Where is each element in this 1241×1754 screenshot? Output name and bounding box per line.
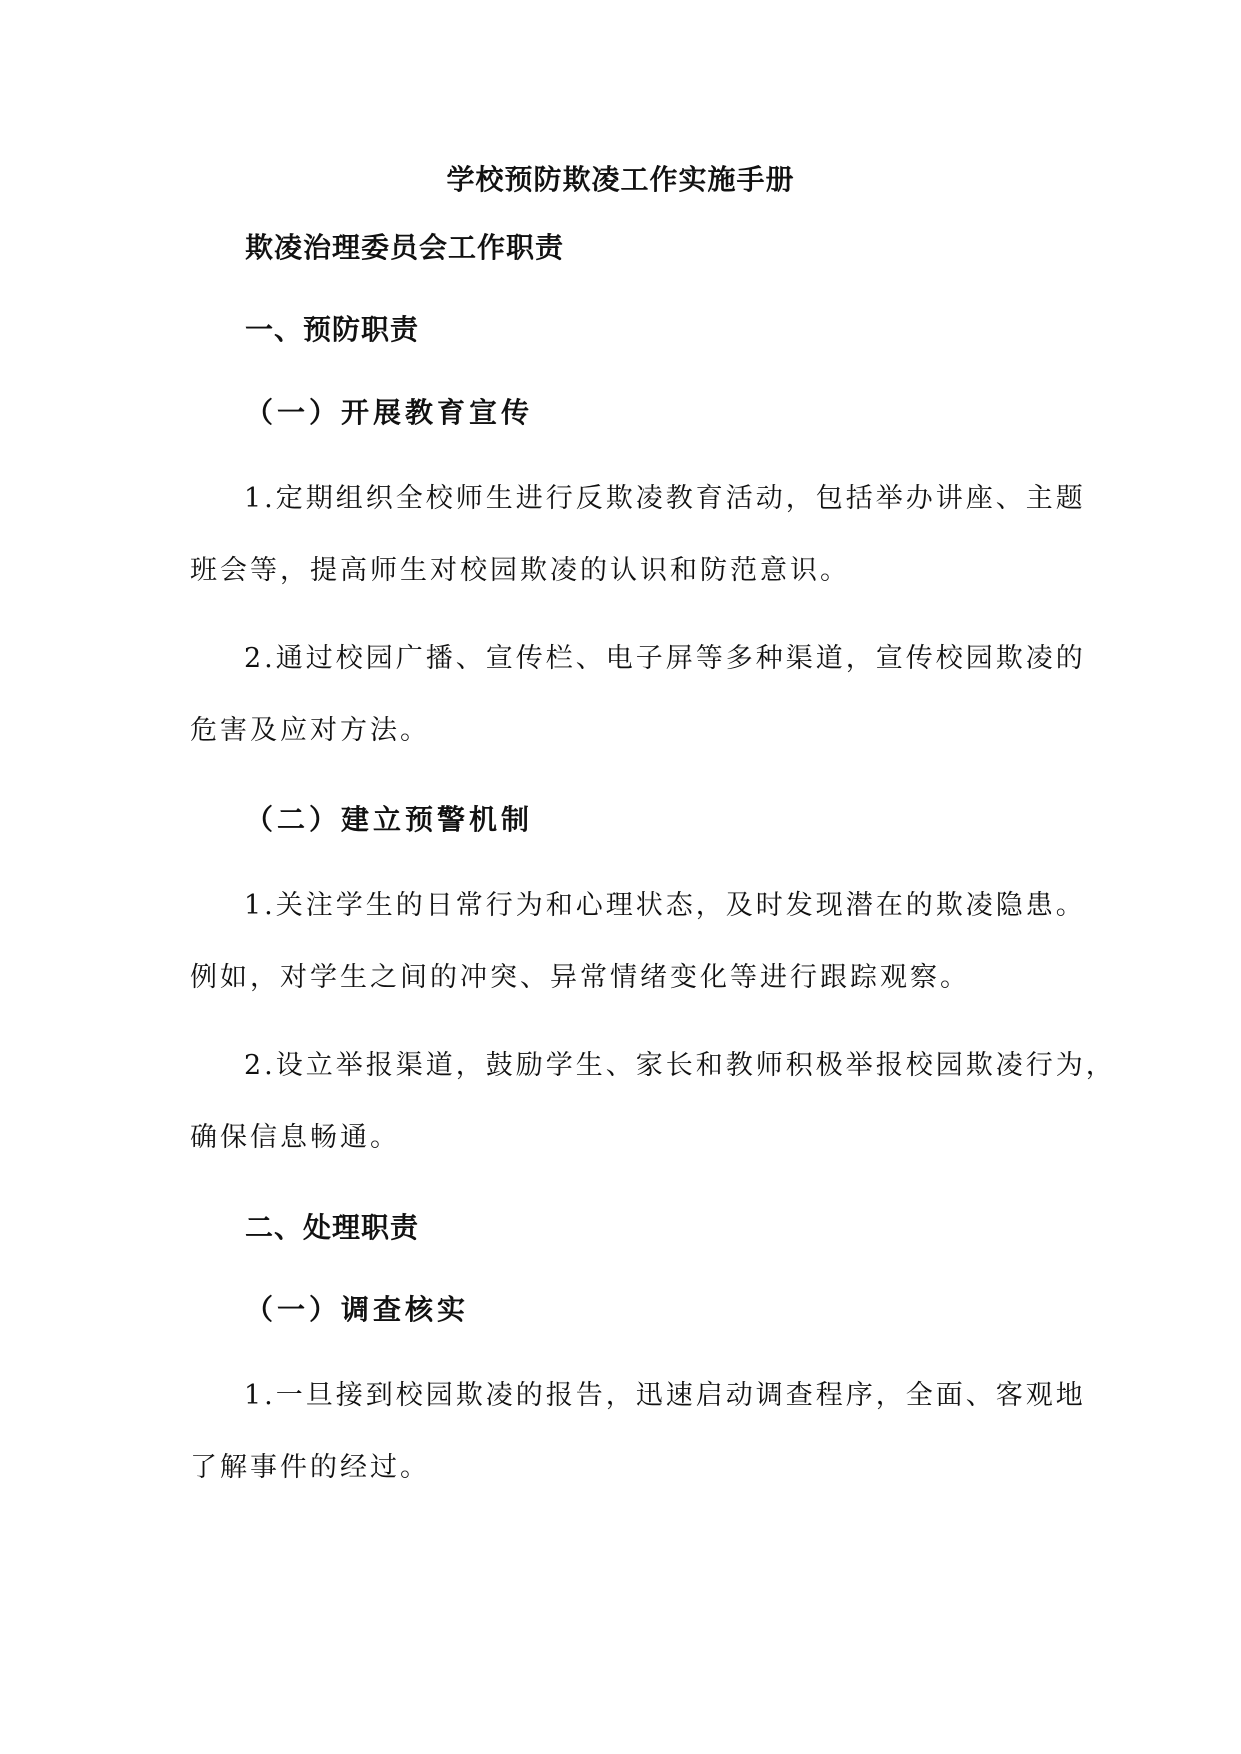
paragraph-line: 班会等，提高师生对校园欺凌的认识和防范意识。 [190,555,850,586]
paragraph-line: 1.一旦接到校园欺凌的报告，迅速启动调查程序，全面、客观地 [244,1380,1086,1411]
section-2-sub-1-heading: （一）调查核实 [245,1293,470,1326]
committee-heading: 欺凌治理委员会工作职责 [245,231,565,264]
section-2-heading: 二、处理职责 [245,1211,420,1244]
document-title: 学校预防欺凌工作实施手册 [446,163,795,196]
section-2-sub-1-paragraph-1 [190,1360,1086,1504]
paragraph-line: 2.通过校园广播、宣传栏、电子屏等多种渠道，宣传校园欺凌的 [244,643,1086,674]
section-1-sub-2-heading: （二）建立预警机制 [245,803,534,836]
section-1-sub-2-paragraph-2 [190,1030,1116,1174]
paragraph-line: 2.设立举报渠道，鼓励学生、家长和教师积极举报校园欺凌行为， [244,1050,1116,1081]
paragraph-line: 确保信息畅通。 [190,1122,400,1153]
section-1-sub-1-paragraph-2 [190,623,1086,767]
paragraph-line: 1.定期组织全校师生进行反欺凌教育活动，包括举办讲座、主题 [244,483,1086,514]
paragraph-line: 1.关注学生的日常行为和心理状态，及时发现潜在的欺凌隐患。 [244,890,1086,921]
paragraph-line: 例如，对学生之间的冲突、异常情绪变化等进行跟踪观察。 [190,962,970,993]
paragraph-line: 了解事件的经过。 [190,1452,430,1483]
section-1-sub-2-paragraph-1 [190,870,1086,1014]
paragraph-line: 危害及应对方法。 [190,715,430,746]
section-1-sub-1-paragraph-1 [190,463,1086,607]
section-1-sub-1-heading: （一）开展教育宣传 [245,396,534,429]
section-1-heading: 一、预防职责 [245,313,420,346]
